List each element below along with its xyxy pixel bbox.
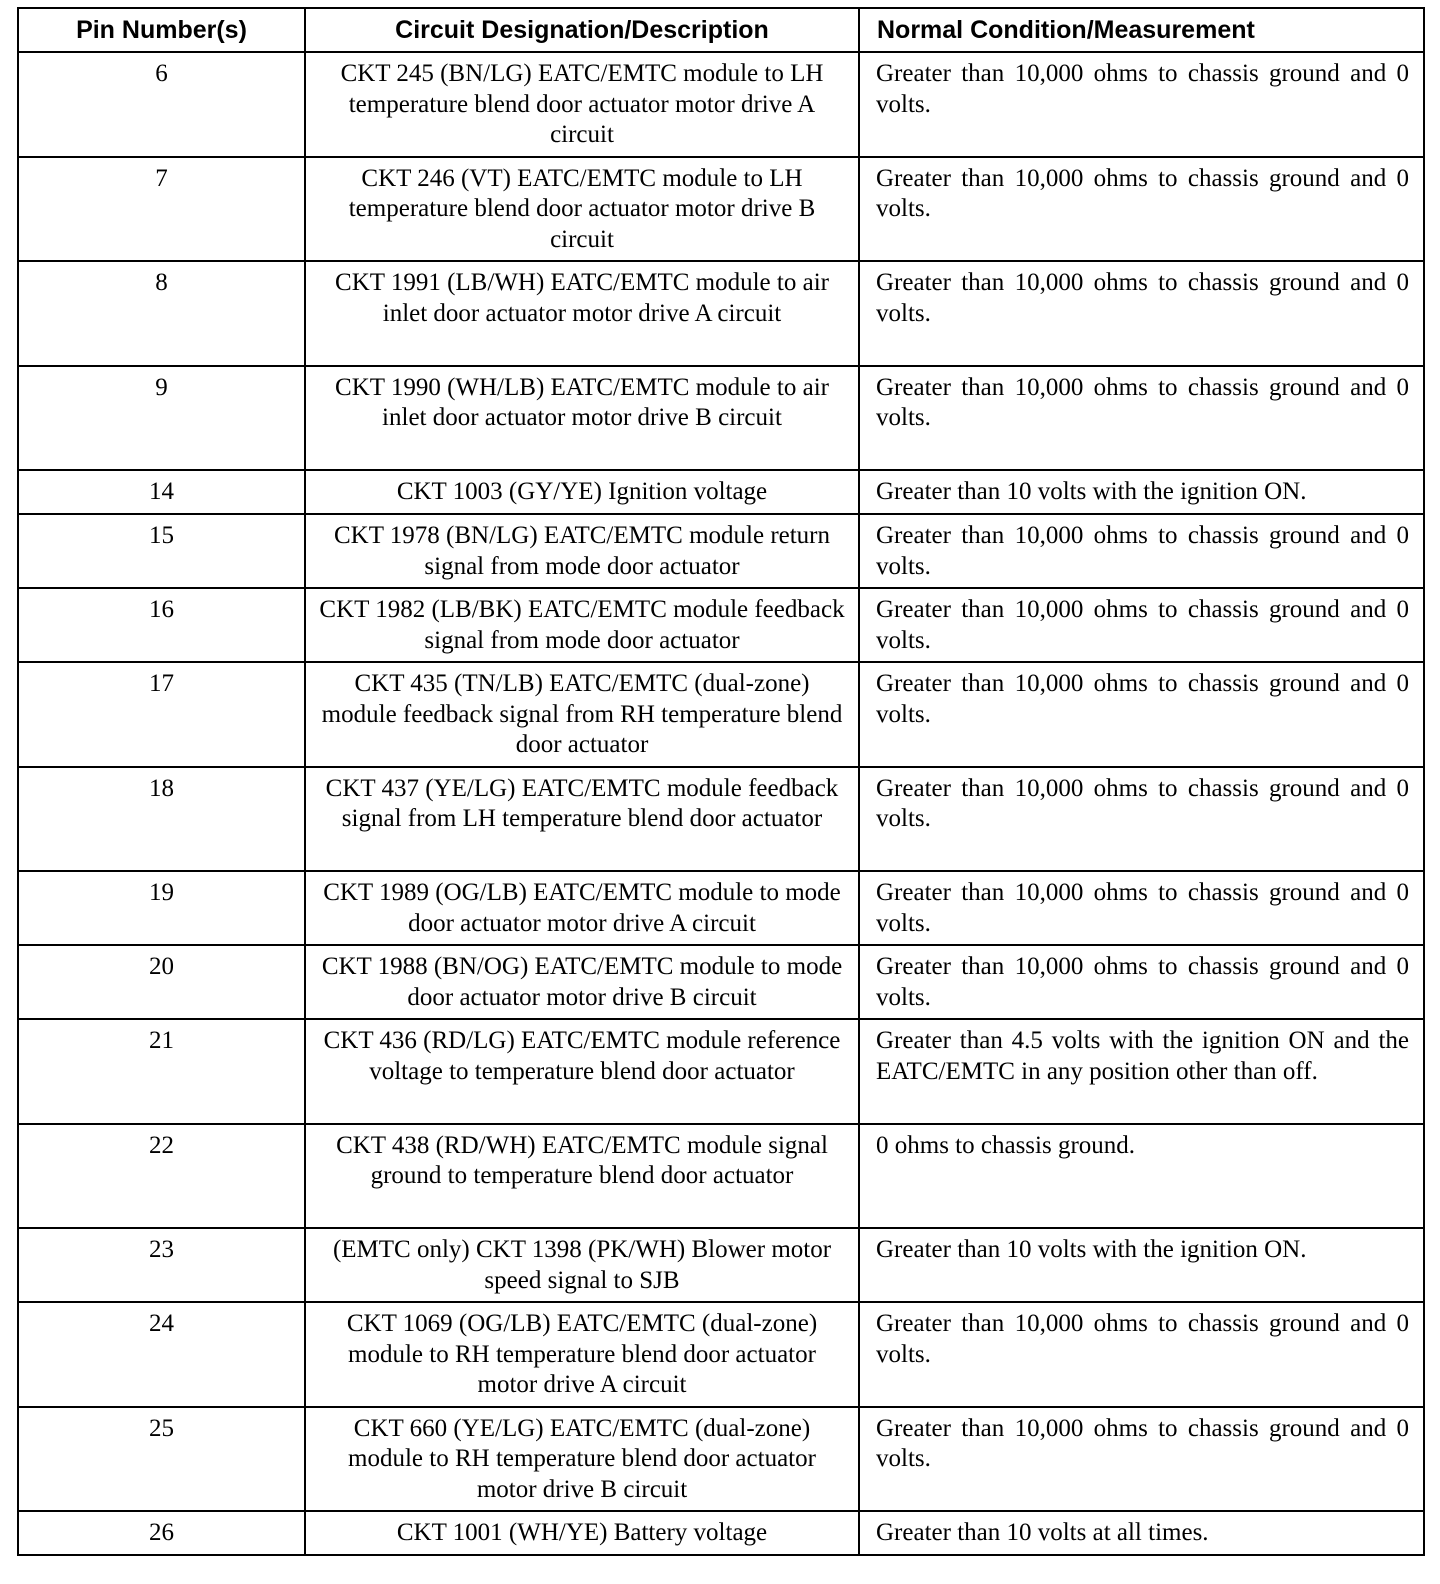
circuit-description: CKT 660 (YE/LG) EATC/EMTC (dual-zone) module to RH temperature blend door actuator motor drive B circuit xyxy=(305,1407,859,1512)
table-row xyxy=(18,157,1424,262)
normal-measurement: Greater than 10 volts with the ignition ON. xyxy=(859,1228,1424,1302)
pin-number: 15 xyxy=(18,514,305,588)
circuit-description: CKT 438 (RD/WH) EATC/EMTC module signal ground to temperature blend door actuator xyxy=(305,1124,859,1229)
table-row xyxy=(18,767,1424,872)
table-row xyxy=(18,1407,1424,1512)
pin-number: 20 xyxy=(18,945,305,1019)
table-row xyxy=(18,662,1424,767)
circuit-description: CKT 1001 (WH/YE) Battery voltage xyxy=(305,1511,859,1555)
normal-measurement: Greater than 10,000 ohms to chassis ground and 0 volts. xyxy=(859,157,1424,262)
pin-number: 16 xyxy=(18,588,305,662)
normal-measurement: Greater than 10,000 ohms to chassis ground and 0 volts. xyxy=(859,1302,1424,1407)
normal-measurement: Greater than 10,000 ohms to chassis ground and 0 volts. xyxy=(859,261,1424,366)
pin-number: 8 xyxy=(18,261,305,366)
table-row xyxy=(18,1124,1424,1229)
pin-number: 6 xyxy=(18,52,305,157)
table-row xyxy=(18,261,1424,366)
normal-measurement: Greater than 10 volts with the ignition ON. xyxy=(859,470,1424,514)
circuit-description: CKT 1978 (BN/LG) EATC/EMTC module return signal from mode door actuator xyxy=(305,514,859,588)
table-row xyxy=(18,1019,1424,1124)
normal-measurement: 0 ohms to chassis ground. xyxy=(859,1124,1424,1229)
normal-measurement: Greater than 10,000 ohms to chassis ground and 0 volts. xyxy=(859,662,1424,767)
pin-number: 7 xyxy=(18,157,305,262)
normal-measurement: Greater than 10,000 ohms to chassis ground and 0 volts. xyxy=(859,52,1424,157)
normal-measurement: Greater than 10,000 ohms to chassis ground and 0 volts. xyxy=(859,1407,1424,1512)
pin-number: 19 xyxy=(18,871,305,945)
normal-measurement: Greater than 10 volts at all times. xyxy=(859,1511,1424,1555)
pin-number: 23 xyxy=(18,1228,305,1302)
normal-measurement: Greater than 10,000 ohms to chassis ground and 0 volts. xyxy=(859,871,1424,945)
table-row xyxy=(18,514,1424,588)
normal-measurement: Greater than 4.5 volts with the ignition ON and the EATC/EMTC in any position other than off. xyxy=(859,1019,1424,1124)
table-row xyxy=(18,52,1424,157)
normal-measurement: Greater than 10,000 ohms to chassis ground and 0 volts. xyxy=(859,588,1424,662)
table-row xyxy=(18,1511,1424,1555)
pin-number: 25 xyxy=(18,1407,305,1512)
circuit-description: CKT 1988 (BN/OG) EATC/EMTC module to mode door actuator motor drive B circuit xyxy=(305,945,859,1019)
circuit-description: CKT 435 (TN/LB) EATC/EMTC (dual-zone) module feedback signal from RH temperature blend door actuator xyxy=(305,662,859,767)
table-row xyxy=(18,588,1424,662)
table-row xyxy=(18,366,1424,471)
pin-number: 17 xyxy=(18,662,305,767)
header-row xyxy=(18,8,1424,52)
pin-number: 9 xyxy=(18,366,305,471)
circuit-description: CKT 436 (RD/LG) EATC/EMTC module reference voltage to temperature blend door actuator xyxy=(305,1019,859,1124)
pin-number: 14 xyxy=(18,470,305,514)
normal-measurement: Greater than 10,000 ohms to chassis ground and 0 volts. xyxy=(859,767,1424,872)
circuit-description: CKT 1069 (OG/LB) EATC/EMTC (dual-zone) module to RH temperature blend door actuator motor drive A circuit xyxy=(305,1302,859,1407)
table-row xyxy=(18,945,1424,1019)
table-row xyxy=(18,1302,1424,1407)
measurement-header: Normal Condition/Measurement xyxy=(859,8,1424,52)
pin-number: 22 xyxy=(18,1124,305,1229)
pin-number: 24 xyxy=(18,1302,305,1407)
circuit-description: CKT 245 (BN/LG) EATC/EMTC module to LH temperature blend door actuator motor drive A circuit xyxy=(305,52,859,157)
circuit-description: (EMTC only) CKT 1398 (PK/WH) Blower motor speed signal to SJB xyxy=(305,1228,859,1302)
normal-measurement: Greater than 10,000 ohms to chassis ground and 0 volts. xyxy=(859,514,1424,588)
circuit-description: CKT 1991 (LB/WH) EATC/EMTC module to air inlet door actuator motor drive A circuit xyxy=(305,261,859,366)
pin-number: 18 xyxy=(18,767,305,872)
normal-measurement: Greater than 10,000 ohms to chassis ground and 0 volts. xyxy=(859,366,1424,471)
table-row xyxy=(18,871,1424,945)
circuit-description: CKT 1982 (LB/BK) EATC/EMTC module feedback signal from mode door actuator xyxy=(305,588,859,662)
circuit-description: CKT 1003 (GY/YE) Ignition voltage xyxy=(305,470,859,514)
circuit-description-header: Circuit Designation/Description xyxy=(305,8,859,52)
pin-number-header: Pin Number(s) xyxy=(18,8,305,52)
table-row xyxy=(18,1228,1424,1302)
circuit-description: CKT 437 (YE/LG) EATC/EMTC module feedback signal from LH temperature blend door actuator xyxy=(305,767,859,872)
pin-number: 21 xyxy=(18,1019,305,1124)
normal-measurement: Greater than 10,000 ohms to chassis ground and 0 volts. xyxy=(859,945,1424,1019)
pinout-table xyxy=(17,7,1425,1556)
circuit-description: CKT 1990 (WH/LB) EATC/EMTC module to air inlet door actuator motor drive B circuit xyxy=(305,366,859,471)
circuit-description: CKT 1989 (OG/LB) EATC/EMTC module to mode door actuator motor drive A circuit xyxy=(305,871,859,945)
circuit-description: CKT 246 (VT) EATC/EMTC module to LH temperature blend door actuator motor drive B circuit xyxy=(305,157,859,262)
pin-number: 26 xyxy=(18,1511,305,1555)
table-row xyxy=(18,470,1424,514)
